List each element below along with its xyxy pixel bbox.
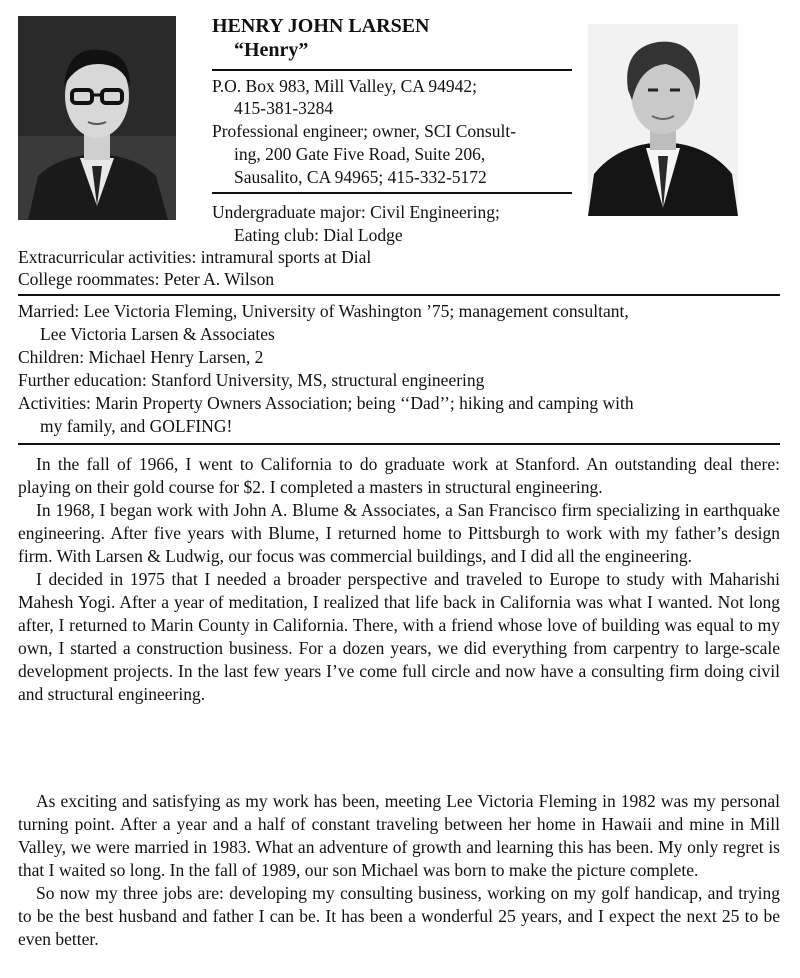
divider-header [212, 69, 572, 71]
address-line-2: 415-381-3284 [234, 98, 334, 118]
portrait-current-image [588, 24, 738, 216]
major-line-1: Undergraduate major: Civil Engineering; [212, 202, 500, 222]
married-line-1: Married: Lee Victoria Fleming, University of Washington ’75; management consultant, [18, 301, 629, 321]
work-line-1: Professional engineer; owner, SCI Consult- [212, 121, 517, 141]
divider-contact [212, 192, 572, 194]
married-line-2: Lee Victoria Larsen & Associates [40, 324, 275, 344]
portrait-photo-young [18, 16, 176, 220]
essay-paragraph-2: In 1968, I began work with John A. Blume & Associates, a San Francisco firm specializing in earthquake engineering. After five years with Blume, I returned home to Pittsburgh to work with my father’s design firm. With Larsen & Ludwig, our focus was commercial buildings, and I did all the engineering. [18, 500, 780, 566]
further-education: Further education: Stanford University, MS, structural engineering [18, 370, 485, 390]
children: Children: Michael Henry Larsen, 2 [18, 347, 264, 367]
major-line-2: Eating club: Dial Lodge [234, 225, 403, 245]
activities-line-1: Activities: Marin Property Owners Association; being ‘‘Dad’’; hiking and camping with [18, 393, 634, 413]
divider-personal [18, 443, 780, 445]
essay-body-part-2 [18, 790, 780, 951]
portrait-photo-current [588, 24, 738, 216]
full-name: HENRY JOHN LARSEN [212, 15, 430, 37]
nickname: “Henry” [234, 39, 309, 61]
essay-paragraph-3: I decided in 1975 that I needed a broader perspective and traveled to Europe to study with Maharishi Mahesh Yogi. After a year of meditation, I realized that life back in California was what I wanted. Not long after, I returned to Marin County in California. There, with a friend whose love of building was equal to my own, I started a construction business. For a dozen years, we did everything from carpentry to large-scale development projects. In the last few years I’ve come full circle and now have a consulting firm doing civil and structural engineering. [18, 569, 780, 704]
work-line-2: ing, 200 Gate Five Road, Suite 206, [234, 144, 486, 164]
essay-paragraph-5: So now my three jobs are: developing my consulting business, working on my golf handicap, and trying to be the best husband and father I can be. It has been a wonderful 25 years, and I expect the next 25 to be even better. [18, 883, 780, 949]
essay-paragraph-1: In the fall of 1966, I went to California to do graduate work at Stanford. An outstanding deal there: playing on their gold course for $2. I completed a masters in structural engineering. [18, 454, 780, 497]
college-roommates: College roommates: Peter A. Wilson [18, 269, 275, 289]
divider-college [18, 294, 780, 296]
essay-paragraph-4: As exciting and satisfying as my work has been, meeting Lee Victoria Fleming in 1982 was my personal turning point. After a year and a half of constant traveling between her home in Hawaii and mine in Mill Valley, we were married in 1983. What an adventure of growth and learning this has been. My only regret is that I waited so long. In the fall of 1989, our son Michael was born to make the picture complete. [18, 791, 780, 880]
extracurricular-activities: Extracurricular activities: intramural sports at Dial [18, 247, 372, 267]
activities-line-2: my family, and GOLFING! [40, 416, 233, 436]
portrait-young-image [18, 16, 176, 220]
name-header [212, 14, 572, 62]
work-line-3: Sausalito, CA 94965; 415-332-5172 [234, 167, 487, 187]
address-line-1: P.O. Box 983, Mill Valley, CA 94942; [212, 76, 477, 96]
essay-body-part-1 [18, 453, 780, 706]
